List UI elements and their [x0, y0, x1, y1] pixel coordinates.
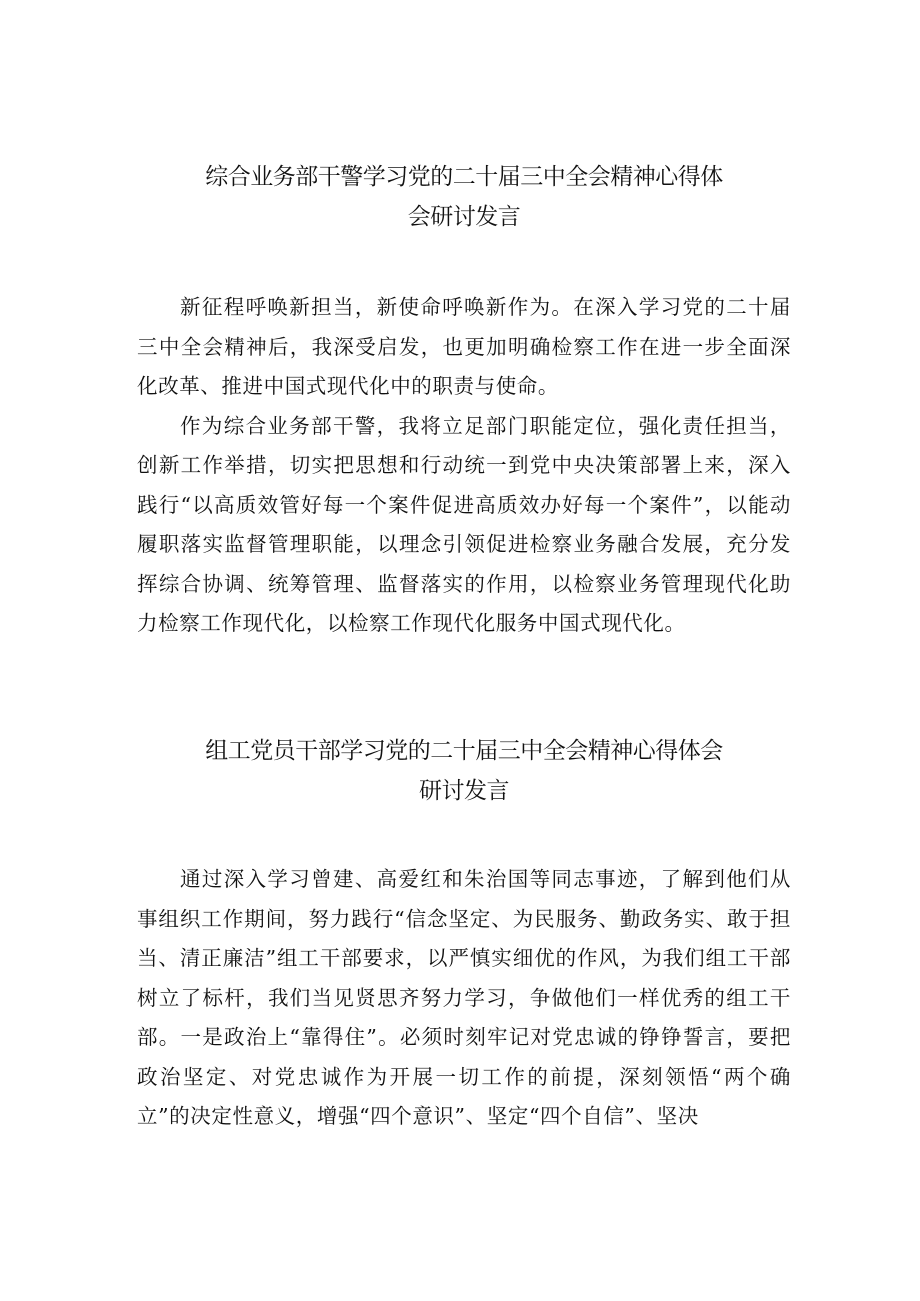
article-2-title-line-1: 组工党员干部学习党的二十届三中全会精神心得体会 — [205, 738, 723, 764]
article-2-paragraph-1: 通过深入学习曾建、高爱红和朱治国等同志事迹，了解到他们从事组织工作期间，努力践行“信念坚定、为民服务、勤政务实、敢于担当、清正廉洁”组工干部要求，以严慎实细优的作风，为我们组工干部树立了标杆，我们当见贤思齐努力学习，争做他们一样优秀的组工干部。一是政治上“靠得住”。必须时刻牢记对党忠诚的铮铮誓言，要把政治坚定、对党忠诚作为开展一切工作的前提，深刻领悟“两个确立”的决定性意义，增强“四个意识”、坚定“四个自信”、坚决 — [137, 867, 791, 1128]
article-2-title — [137, 731, 791, 811]
article-1-title — [137, 157, 791, 237]
article-2-title-line-2: 研讨发言 — [419, 778, 509, 804]
article-1-paragraph-1: 新征程呼唤新担当，新使命呼唤新作为。在深入学习党的二十届三中全会精神后，我深受启发，也更加明确检察工作在进一步全面深化改革、推进中国式现代化中的职责与使命。 — [137, 295, 791, 398]
article-1-title-line-2: 会研讨发言 — [407, 204, 521, 230]
article-1-paragraph-2: 作为综合业务部干警，我将立足部门职能定位，强化责任担当，创新工作举措，切实把思想和行动统一到党中央决策部署上来，深入践行“以高质效管好每一个案件促进高质效办好每一个案件”，以能动履职落实监督管理职能，以理念引领促进检察业务融合发展，充分发挥综合协调、统筹管理、监督落实的作用，以检察业务管理现代化助力检察工作现代化，以检察工作现代化服务中国式现代化。 — [137, 413, 791, 635]
article-1-body — [137, 288, 791, 644]
article-1-title-line-1: 综合业务部干警学习党的二十届三中全会精神心得体 — [205, 164, 723, 190]
article-1-heading — [137, 157, 791, 237]
article-2-heading — [137, 731, 791, 811]
article-2-body — [137, 860, 791, 1137]
